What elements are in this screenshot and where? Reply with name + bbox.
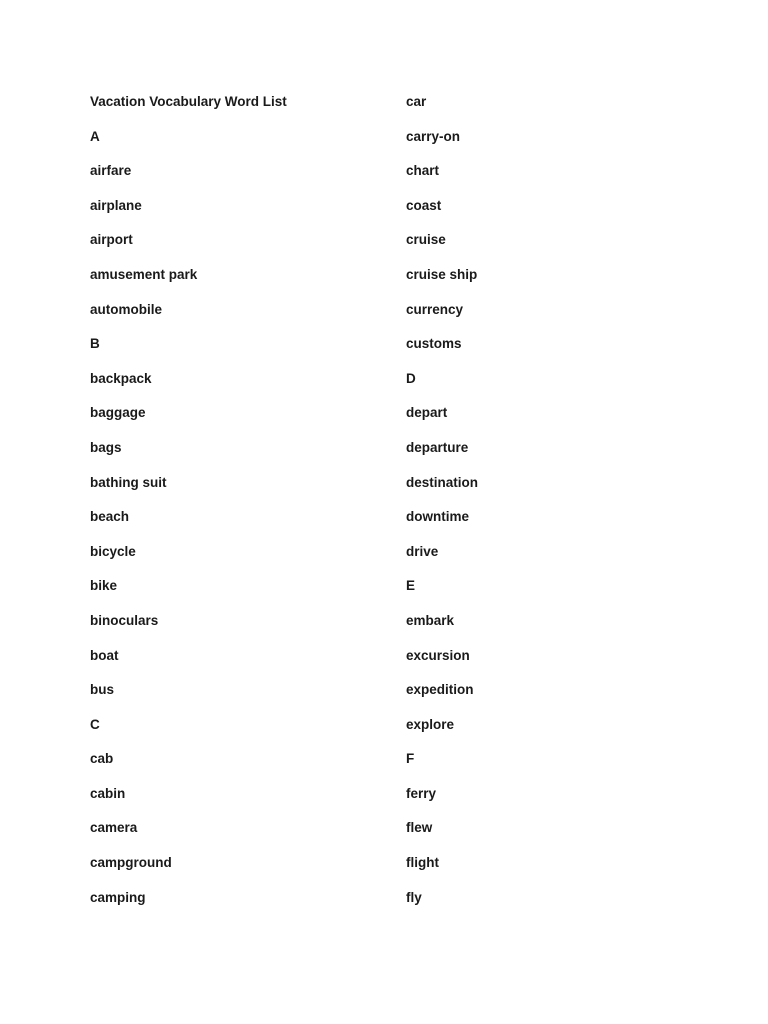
word-item: chart xyxy=(406,163,440,179)
letter-heading: E xyxy=(406,578,416,594)
left-word-column xyxy=(90,92,390,922)
word-item: excursion xyxy=(406,647,470,663)
word-item: cabin xyxy=(90,785,126,801)
word-item: binoculars xyxy=(90,612,159,628)
letter-heading: A xyxy=(90,128,100,144)
word-item: fly xyxy=(406,889,422,905)
word-item: backpack xyxy=(90,370,152,386)
letter-heading: B xyxy=(90,336,100,352)
word-item: embark xyxy=(406,612,455,628)
word-item: depart xyxy=(406,405,448,421)
word-item: explore xyxy=(406,716,455,732)
word-item: cab xyxy=(90,751,114,767)
word-item: amusement park xyxy=(90,266,198,282)
word-item: bike xyxy=(90,578,118,594)
word-item: bags xyxy=(90,439,122,455)
word-item: airfare xyxy=(90,163,132,179)
word-item: airport xyxy=(90,232,133,248)
word-item: destination xyxy=(406,474,479,490)
word-item: camping xyxy=(90,889,146,905)
word-item: carry-on xyxy=(406,128,461,144)
word-item: departure xyxy=(406,439,469,455)
letter-heading: F xyxy=(406,751,415,767)
letter-heading: C xyxy=(90,716,100,732)
word-item: boat xyxy=(90,647,119,663)
word-item: cruise ship xyxy=(406,266,478,282)
word-item: beach xyxy=(90,509,130,525)
word-item: bathing suit xyxy=(90,474,167,490)
word-item: airplane xyxy=(90,197,142,213)
word-item: currency xyxy=(406,301,464,317)
word-item: coast xyxy=(406,197,442,213)
word-item: cruise xyxy=(406,232,446,248)
document-title: Vacation Vocabulary Word List xyxy=(90,94,287,109)
word-item: drive xyxy=(406,543,439,559)
word-item: expedition xyxy=(406,682,474,698)
word-item: customs xyxy=(406,336,462,352)
word-item: bicycle xyxy=(90,543,136,559)
word-item: bus xyxy=(90,682,115,698)
word-item: automobile xyxy=(90,301,163,317)
right-word-column xyxy=(406,92,706,922)
letter-heading: D xyxy=(406,370,416,386)
word-item: baggage xyxy=(90,405,146,421)
word-item: car xyxy=(406,94,427,109)
word-item: flight xyxy=(406,855,439,871)
word-item: downtime xyxy=(406,509,469,525)
word-item: camera xyxy=(90,820,138,836)
word-item: campground xyxy=(90,855,172,871)
word-item: ferry xyxy=(406,785,437,801)
word-item: flew xyxy=(406,820,433,836)
